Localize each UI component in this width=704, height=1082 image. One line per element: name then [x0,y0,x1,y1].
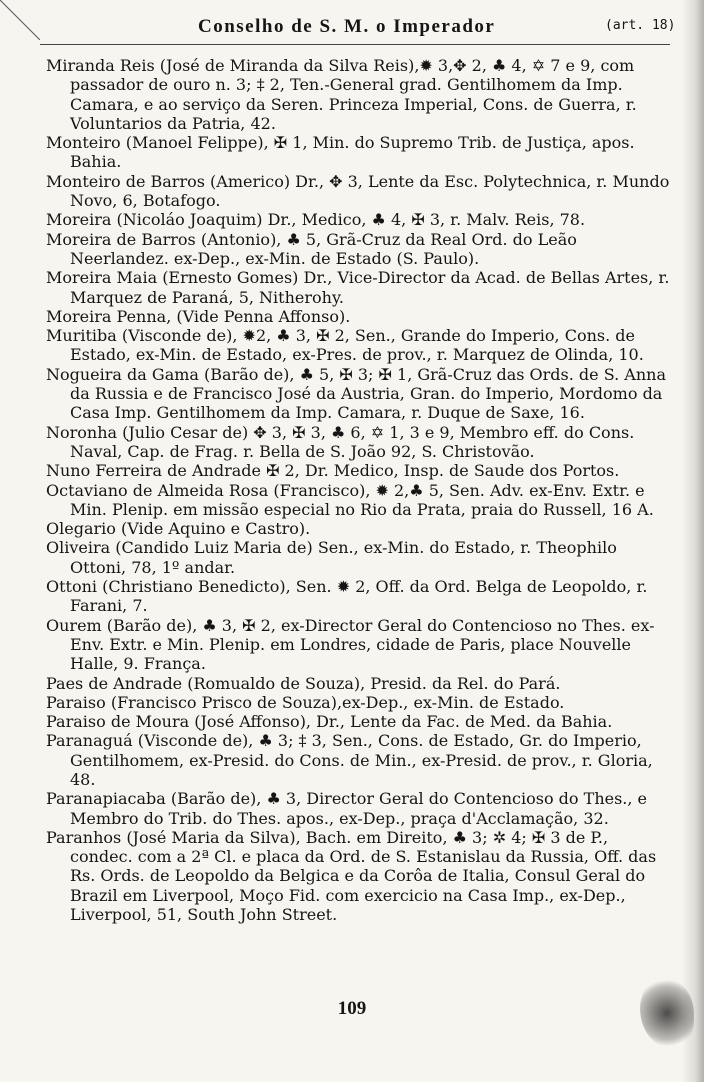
directory-entry: Ourem (Barão de), ♣ 3, ✠ 2, ex-Director Geral do Contencioso no Thes. ex-Env. Extr. e Min. Plenip. em Londres, cidade de Paris, place Nouvelle Halle, 9. França. [46,615,655,674]
directory-entry: Paraiso (Francisco Prisco de Souza),ex-Dep., ex-Min. de Estado. [46,692,565,712]
directory-entry: Miranda Reis (José de Miranda da Silva Reis),✹ 3,✥ 2, ♣ 4, ✡ 7 e 9, com passador de ouro n. 3; ‡ 2, Ten.-General grad. Gentilhomem da Imp. Camara, e ao serviço da Seren. Princeza Imperial, Cons. de Guerra, r. Voluntarios da Patria, 42. [46,56,637,133]
header-rule [40,44,670,45]
directory-entry: Olegario (Vide Aquino e Castro). [46,519,311,539]
directory-entry: Nuno Ferreira de Andrade ✠ 2, Dr. Medico, Insp. de Saude dos Portos. [46,461,620,481]
section-reference: (art. 18) [605,18,676,33]
directory-entry: Paranhos (José Maria da Silva), Bach. em Direito, ♣ 3; ✲ 4; ✠ 3 de P., condec. com a 2ª Cl. e placa da Ord. de S. Estanislau da Russia, Off. das Rs. Ords. de Leopoldo da Belgica e da Corôa de Italia, Consul Geral do Brazil em Liverpool, Moço Fid. com exercicio na Casa Imp., ex-Dep., Liverpool, 51, South John Street. [46,827,657,925]
directory-entry: Moreira de Barros (Antonio), ♣ 5, Grã-Cruz da Real Ord. do Leão Neerlandez. ex-Dep., ex-Min. de Estado (S. Paulo). [46,229,577,268]
directory-entry: Muritiba (Visconde de), ✹2, ♣ 3, ✠ 2, Sen., Grande do Imperio, Cons. de Estado, ex-Min. de Estado, ex-Pres. de prov., r. Marquez de Olinda, 10. [46,326,644,365]
running-title: Conselho de S. M. o Imperador [198,16,496,37]
directory-entry: Paranaguá (Visconde de), ♣ 3; ‡ 3, Sen., Cons. de Estado, Gr. do Imperio, Gentilhomem, ex-Presid. do Cons. de Min., ex-Presid. de prov., r. Gloria, 48. [46,731,653,789]
directory-entry: Moreira Maia (Ernesto Gomes) Dr., Vice-Director da Acad. de Bellas Artes, r. Marquez de Paraná, 5, Nitherohy. [46,268,670,307]
directory-entry: Octaviano de Almeida Rosa (Francisco), ✹ 2,♣ 5, Sen. Adv. ex-Env. Extr. e Min. Plenip. em missão especial no Rio da Prata, praia do Russell, 16 A. [46,480,654,519]
directory-entry: Noronha (Julio Cesar de) ✥ 3, ✠ 3, ♣ 6, ✡ 1, 3 e 9, Membro eff. do Cons. Naval, Cap. de Frag. r. Bella de S. João 92, S. Christovão. [46,422,635,461]
directory-entry: Paes de Andrade (Romualdo de Souza), Presid. da Rel. do Pará. [46,673,561,693]
directory-entry: Moreira (Nicoláo Joaquim) Dr., Medico, ♣ 4, ✠ 3, r. Malv. Reis, 78. [46,210,586,230]
directory-entry: Ottoni (Christiano Benedicto), Sen. ✹ 2, Off. da Ord. Belga de Leopoldo, r. Farani, 7. [46,577,648,616]
ink-stain [640,978,694,1048]
directory-entry: Paranapiacaba (Barão de), ♣ 3, Director Geral do Contencioso do Thes., e Membro do Trib. do Thes. apos., ex-Dep., praça d'Acclamação, 32. [46,789,648,828]
directory-entry: Monteiro (Manoel Felippe), ✠ 1, Min. do Supremo Trib. de Justiça, apos. Bahia. [46,133,635,172]
page-footer [0,998,704,1020]
directory-entry: Moreira Penna, (Vide Penna Affonso). [46,306,351,326]
directory-entry: Nogueira da Gama (Barão de), ♣ 5, ✠ 3; ✠ 1, Grã-Cruz das Ords. de S. Anna da Russia e de Francisco José da Austria, Gran. do Imperio, Mordomo da Casa Imp. Gentilhomem da Imp. Camara, r. Duque de Saxe, 16. [46,364,666,423]
page-number: 109 [337,998,367,1019]
directory-entry: Paraiso de Moura (José Affonso), Dr., Lente da Fac. de Med. da Bahia. [46,712,613,732]
page-header [0,10,704,40]
directory-entry: Oliveira (Candido Luiz Maria de) Sen., ex-Min. do Estado, r. Theophilo Ottoni, 78, 1º andar. [46,538,617,577]
directory-entries [46,56,674,924]
page-edge-shadow [682,0,704,1082]
directory-entry: Monteiro de Barros (Americo) Dr., ✥ 3, Lente da Esc. Polytechnica, r. Mundo Novo, 6, Botafogo. [46,171,670,211]
